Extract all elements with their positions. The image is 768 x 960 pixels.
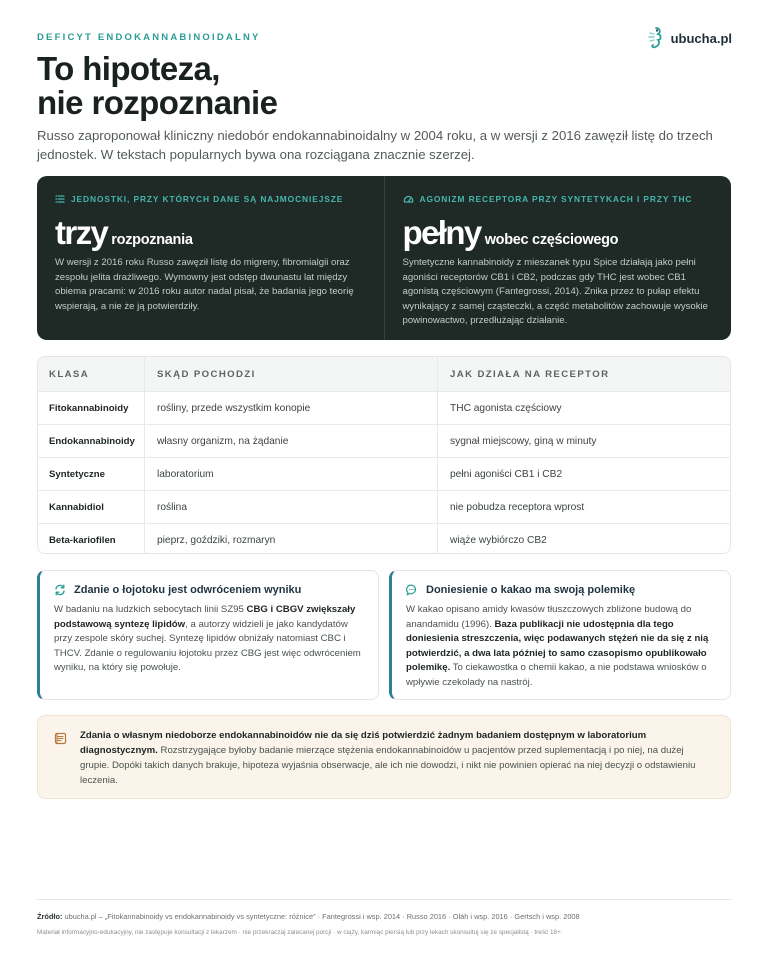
- logo[interactable]: [645, 26, 732, 50]
- callout-heading: [54, 584, 364, 596]
- stat-value-line: [55, 215, 366, 251]
- stat-card-agonism: [384, 176, 732, 340]
- callout-body-text: W badaniu na ludzkich sebocytach linii SZ95: [54, 604, 247, 615]
- table-row: [38, 490, 730, 523]
- seahorse-logo-icon: [645, 26, 665, 50]
- stat-value-line: [403, 215, 714, 251]
- callout-body: [54, 603, 364, 676]
- stats-panel: [37, 176, 731, 340]
- callout-card-seborrhea: [37, 570, 379, 700]
- table-cell-class: Beta-kariofilen: [38, 524, 145, 554]
- callout-body-emphasis: Baza publikacji nie udostępnia dla tego doniesienia streszczenia, więc podawanych stężeń nie da się z nią potwierdzić, a dwa lata później to samo czasopismo opublikowało polemikę.: [406, 618, 709, 673]
- table-cell-receptor: sygnał miejscowy, giną w minuty: [450, 435, 597, 447]
- table-header-class: KLASA: [38, 357, 145, 391]
- table-header-row: [38, 357, 730, 391]
- stat-label-text: JEDNOSTKI, PRZY KTÓRYCH DANE SĄ NAJMOCNIEJSZE: [71, 194, 344, 204]
- callout-title: Zdanie o łojotoku jest odwróceniem wyniku: [74, 584, 302, 596]
- table-cell-receptor: THC agonista częściowy: [450, 402, 562, 414]
- disclaimer: Materiał informacyjno-edukacyjny, nie zastępuje konsultacji z lekarzem · nie przekraczaj zalecanej porcji · w ciąży, karmiąc piersią lub przy lekach skonsultuj się ze specjalistą · treść 18+.: [37, 929, 563, 936]
- table-header-origin: SKĄD POCHODZI: [145, 357, 438, 391]
- callout-body-emphasis: CBG i CBGV zwiększały podstawową syntezę lipidów: [54, 604, 356, 630]
- stat-description: Syntetyczne kannabinoidy z mieszanek typu Spice działają jako pełni agoniści receptorów CB1 i CB2, podczas gdy THC jest wobec CB1 agonistą częściowym (Fantegrossi, 2014). Znika przez to pułap efektu wynikający z samej cząsteczki, a część metabolitów zachowuje wysokie powinowactwo, przedłużając działanie.: [402, 257, 709, 327]
- callout-card-cocoa: [389, 570, 731, 700]
- table-cell-receptor: pełni agoniści CB1 i CB2: [450, 468, 563, 480]
- note-text-bold: Zdania o własnym niedoborze endokannabinoidów nie da się dziś potwierdzić żadnym badaniem dostępnym w laboratorium diagnostycznym.: [80, 730, 647, 756]
- source-text: ubucha.pl – „Fitokannabinoidy vs endokannabinoidy vs syntetyczne: różnice” · Fantegrossi i wsp. 2014 · Russo 2016 · Oláh i wsp. 2016 · Gertsch i wsp. 2008: [62, 912, 580, 921]
- callout-title: Doniesienie o kakao ma swoją polemikę: [426, 584, 636, 596]
- table-cell-origin: rośliny, przede wszystkim konopie: [145, 392, 438, 424]
- gauge-icon: [403, 194, 414, 204]
- stat-label: [55, 194, 366, 204]
- classes-table: [37, 356, 731, 554]
- source-label: Źródło:: [37, 912, 63, 921]
- table-cell-receptor: wiąże wybiórczo CB2: [450, 534, 547, 546]
- table-cell-origin: roślina: [145, 491, 438, 523]
- chat-icon: [406, 584, 418, 596]
- logo-text: ubucha.pl: [670, 30, 732, 46]
- table-cell-class: Endokannabinoidy: [38, 425, 145, 457]
- table-row: [38, 457, 730, 490]
- table-cell-receptor: nie pobudza receptora wprost: [450, 501, 585, 513]
- list-icon: [55, 194, 65, 204]
- section-kicker: DEFICYT ENDOKANNABINOIDALNY: [37, 32, 261, 43]
- lead-paragraph: Russo zaproponował kliniczny niedobór endokannabinoidalny w 2004 roku, a w wersji z 2016 zawęził listę do trzech jednostek. W tekstach popularnych bywa ona rozciągana znacznie szerzej.: [37, 128, 713, 162]
- stat-label: [403, 194, 714, 204]
- table-cell-origin: własny organizm, na żądanie: [145, 425, 438, 457]
- stat-value: pełny: [402, 214, 481, 251]
- table-row: [38, 391, 730, 424]
- footer-divider: [37, 899, 731, 900]
- document-icon: [54, 732, 67, 745]
- stat-unit: rozpoznania: [111, 232, 193, 248]
- callout-body: [406, 603, 716, 690]
- note-text-regular: Rozstrzygające byłoby badanie mierzące stężenia endokannabinoidów u pacjentów przed suplementacją i po niej, na dużej grupie. Dopóki takich danych brakuje, hipoteza wyjaśnia obserwacje, ale ich nie dowodzi, i nikt nie powinien opierać na niej decyzji o odstawieniu leczenia.: [80, 745, 696, 786]
- table-cell-class: Fitokannabinoidy: [38, 392, 145, 424]
- table-row: [38, 424, 730, 457]
- warning-note: [37, 715, 731, 799]
- callout-body-text: , a autorzy widzieli je jako kandydatów przy zespole skóry suchej. Syntezę lipidów obniżały natomiast CBC i THCV. Zdanie o regulowaniu łojotoku przez CBG jest więc odwróceniem wyniku, na który się powołuje.: [54, 618, 361, 673]
- table-cell-origin: laboratorium: [145, 458, 438, 490]
- callout-body-text: W kakao opisano amidy kwasów tłuszczowych zbliżone budową do anandamidu (1996).: [406, 604, 692, 630]
- page-title-line-2: nie rozpoznanie: [37, 84, 278, 121]
- note-text: [80, 728, 714, 788]
- page-title-line-1: To hipoteza,: [37, 50, 220, 87]
- page-title: [37, 52, 277, 120]
- stat-description: W wersji z 2016 roku Russo zawęził listę do migreny, fibromialgii oraz zespołu jelita drażliwego. Wymowny jest odstęp dwunastu lat między obiema pracami: w 2016 roku autor nadal pisał, że badania jego teorię wspierają, a nie że ją potwierdziły.: [55, 257, 354, 312]
- refresh-icon: [54, 584, 66, 596]
- table-cell-origin: pieprz, goździki, rozmaryn: [145, 524, 438, 554]
- table-cell-class: Kannabidiol: [38, 491, 145, 523]
- callout-heading: [406, 584, 716, 596]
- table-cell-class: Syntetyczne: [38, 458, 145, 490]
- stat-card-count: [37, 176, 384, 340]
- stat-unit: wobec częściowego: [484, 232, 619, 248]
- stat-label-text: AGONIZM RECEPTORA PRZY SYNTETYKACH I PRZY THC: [419, 194, 693, 204]
- stat-value: trzy: [55, 214, 108, 251]
- table-header-receptor: JAK DZIAŁA NA RECEPTOR: [450, 368, 610, 380]
- source-line: [37, 912, 580, 921]
- callout-body-text: To ciekawostka o chemii kakao, a nie podstawa wniosków o wpływie czekolady na nastrój.: [406, 662, 707, 688]
- table-row: [38, 523, 730, 554]
